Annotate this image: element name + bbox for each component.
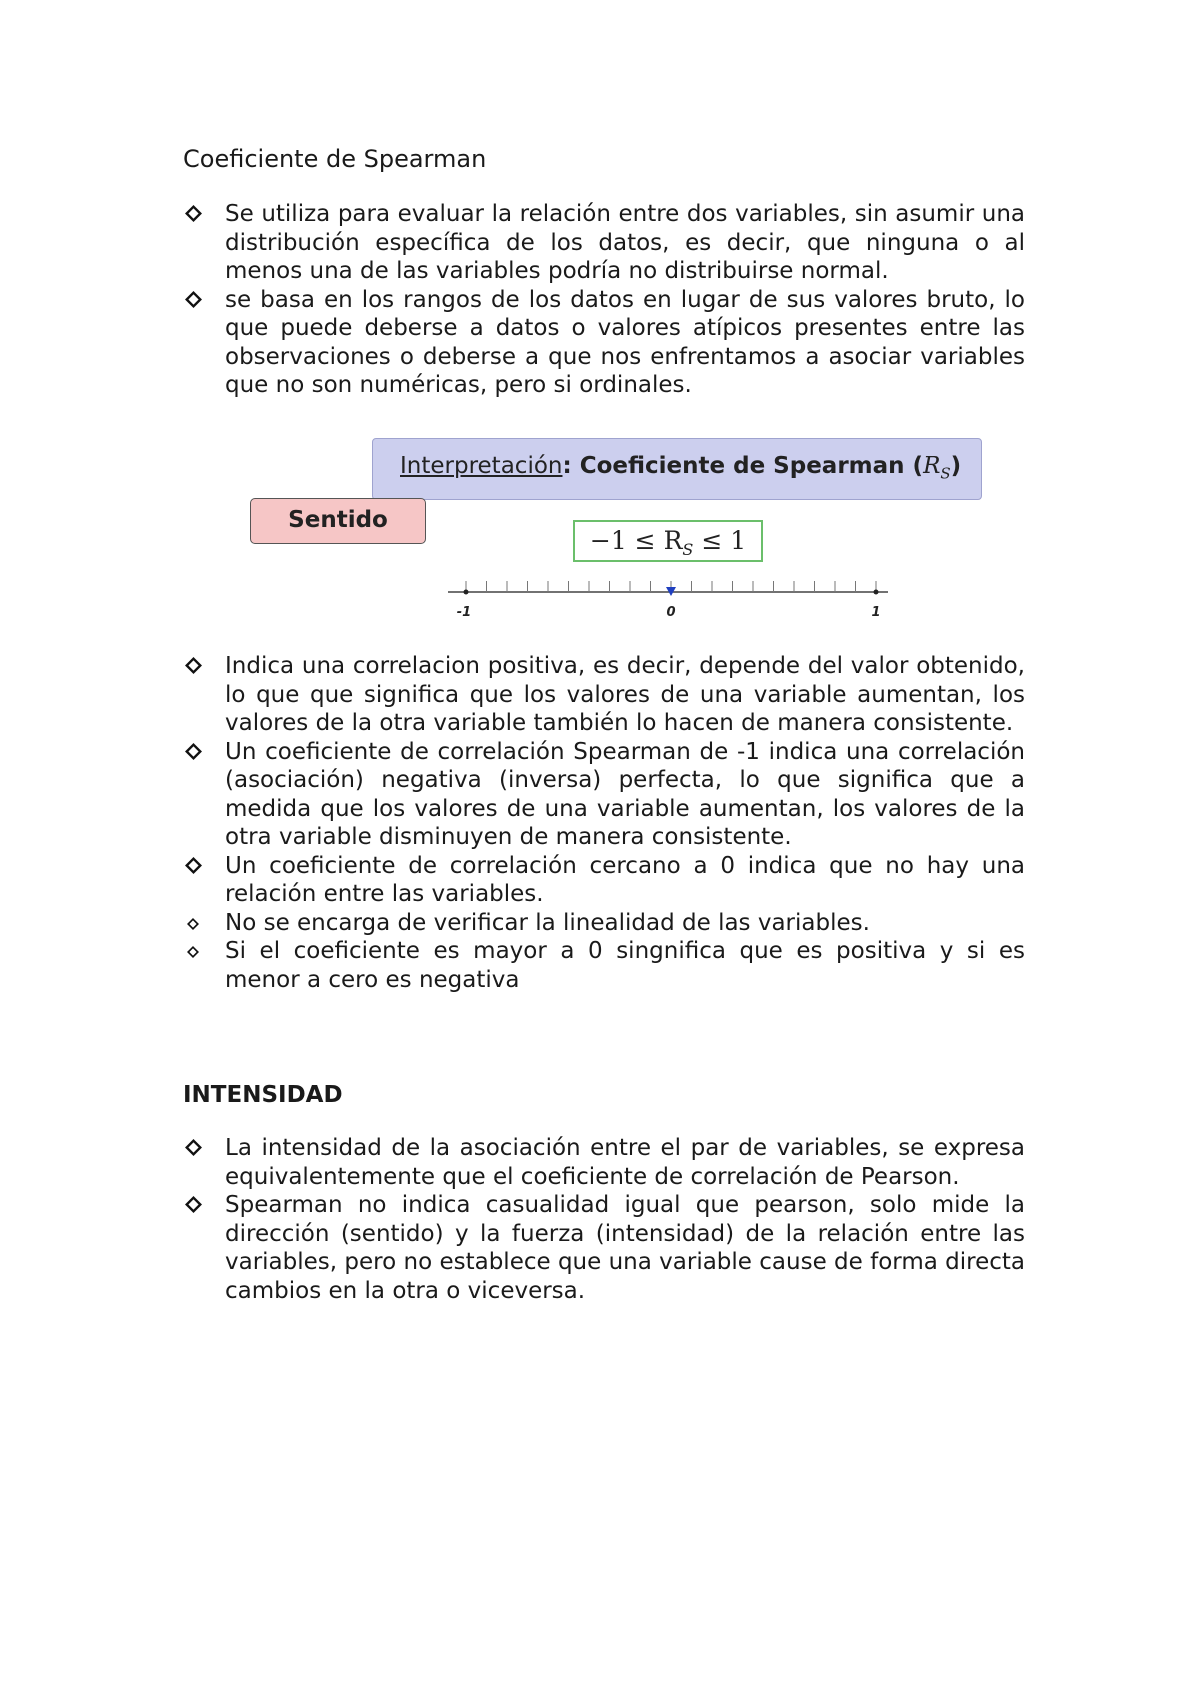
axis-label-zero: 0 xyxy=(666,605,676,620)
interpretation-banner-title: Interpretación: Coeficiente de Spearman $(R_S)$ xyxy=(400,453,962,483)
interpretation-figure xyxy=(248,438,988,623)
list-item xyxy=(183,937,1025,994)
sentido-bullet-list xyxy=(183,652,1025,994)
list-item xyxy=(183,738,1025,852)
diamond-bullet-icon xyxy=(185,291,202,308)
axis-label-one: 1 xyxy=(871,605,881,620)
diamond-bullet-icon xyxy=(185,857,202,874)
diamond-bullet-icon xyxy=(185,657,202,674)
list-item-text: Un coeficiente de correlación cercano a 0 indica que no hay una relación entre las variables. xyxy=(225,852,1025,907)
list-item xyxy=(183,652,1025,738)
small-diamond-bullet-icon xyxy=(187,918,199,930)
list-item xyxy=(183,1191,1025,1305)
small-diamond-bullet-icon xyxy=(187,946,199,958)
list-item-text: se basa en los rangos de los datos en lugar de sus valores bruto, lo que puede deberse a datos o valores atípicos presentes entre las observaciones o deberse a que nos enfrentamos a asociar variables que no son numéricas, pero si ordinales. xyxy=(225,286,1025,398)
range-formula: $-1 \le R_S \le 1$ xyxy=(573,520,763,562)
axis-label-minus-one: -1 xyxy=(456,605,472,620)
list-item-text: Indica una correlacion positiva, es decir, depende del valor obtenido, lo que que significa que los valores de una variable aumentan, los valores de la otra variable también lo hacen de manera consistente. xyxy=(225,653,1025,736)
intensidad-bullet-list xyxy=(183,1134,1025,1305)
diamond-bullet-icon xyxy=(185,1196,202,1213)
diamond-bullet-icon xyxy=(185,743,202,760)
list-item xyxy=(183,852,1025,909)
list-item xyxy=(183,200,1025,286)
axis-end-point xyxy=(464,590,469,595)
axis-end-point xyxy=(874,590,879,595)
list-item-text: Spearman no indica casualidad igual que pearson, solo mide la dirección (sentido) y la fuerza (intensidad) de la relación entre las variables, pero no establece que una variable cause de forma directa cambios en la otra o viceversa. xyxy=(225,1192,1025,1304)
number-line xyxy=(248,438,988,623)
intro-bullet-list xyxy=(183,200,1025,400)
document-title: Coeficiente de Spearman xyxy=(183,145,487,173)
list-item-text: Se utiliza para evaluar la relación entre dos variables, sin asumir una distribución específica de los datos, es decir, que ninguna o al menos una de las variables podría no distribuirse normal. xyxy=(225,201,1025,284)
sentido-box: Sentido xyxy=(250,498,426,544)
diamond-bullet-icon xyxy=(185,1139,202,1156)
intensidad-heading: INTENSIDAD xyxy=(183,1082,343,1108)
list-item-text: La intensidad de la asociación entre el par de variables, se expresa equivalentemente que el coeficiente de correlación de Pearson. xyxy=(225,1135,1025,1190)
list-item-text: No se encarga de verificar la linealidad de las variables. xyxy=(225,909,870,936)
list-item-text: Un coeficiente de correlación Spearman de -1 indica una correlación (asociación) negativa (inversa) perfecta, lo que significa que a medida que los valores de una variable aumentan, los valores de la otra variable disminuyen de manera consistente. xyxy=(225,738,1025,850)
list-item xyxy=(183,286,1025,400)
list-item-text: Si el coeficiente es mayor a 0 singnifica que es positiva y si es menor a cero es negativa xyxy=(225,938,1025,993)
diamond-bullet-icon xyxy=(185,205,202,222)
list-item xyxy=(183,1134,1025,1191)
list-item xyxy=(183,909,1025,938)
